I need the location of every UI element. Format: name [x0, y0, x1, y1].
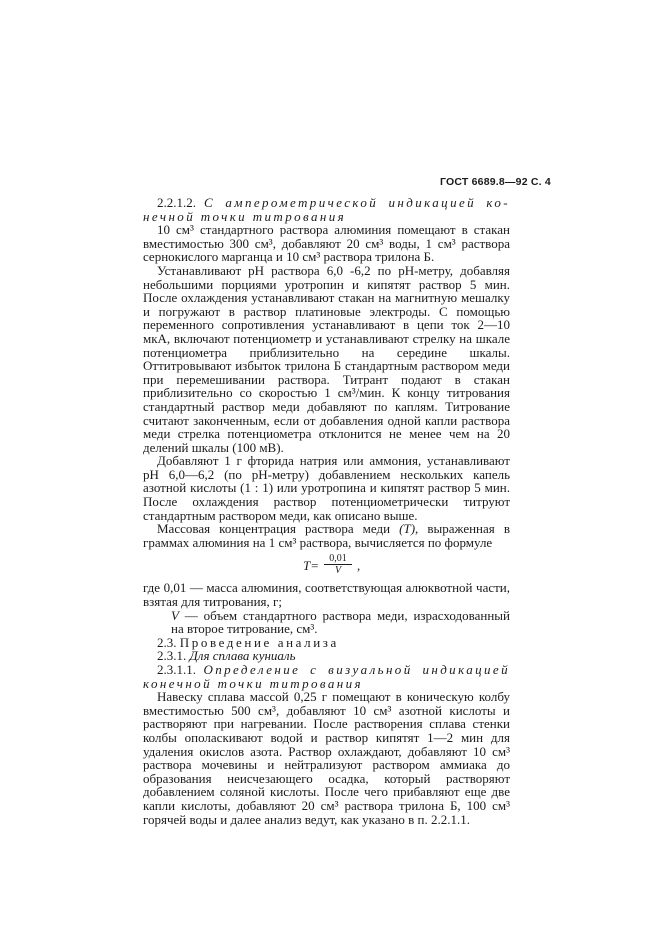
- section-title: Проведение анализа: [179, 634, 339, 650]
- section-heading-2311: [143, 663, 510, 677]
- formula-denominator: V: [334, 565, 342, 577]
- section-title: Определение с визуальной индикацией: [203, 662, 510, 677]
- section-title: Для сплава куниаль: [189, 648, 296, 664]
- formula-lhs: T=: [303, 558, 320, 574]
- formula: [143, 555, 510, 577]
- paragraph-4: [143, 522, 510, 549]
- paragraph-2: Устанавливают pH раствора 6,0 -6,2 по pH-метру, добавляя небольшими порциями уротропин и кипятят раствор 5 мин. После охлаждения устанавливают стакан на магнитную мешалку и погружают в раствор платиновые электроды. С помощью переменного сопротивления устанавливают в цепи ток 2—10 мкА, включают потенциометр и устанавливают стрелку на шкале потенциометра приблизительно на середине шкалы. Оттитровывают избыток трилона Б стандартным раствором меди при перемешивании раствора. Титрант подают в стакан приблизительно со скоростью 1 см³/мин. К концу титрования стандартный раствор меди добавляют по каплям. Титрование считают законченным, если от добавления одной капли раствора меди стрелка потенциометра отклонится не менее чем на 20 делений шкалы (100 мВ).: [143, 262, 510, 455]
- paragraph-4-end: , выраженная в граммах алюминия на 1 см³ раствора, вычисляется по формуле: [143, 521, 510, 550]
- section-heading-2311-cont: [143, 677, 510, 691]
- where-clause-2: [143, 609, 510, 636]
- formula-fraction: [324, 553, 352, 576]
- where-clause-1: где 0,01 — масса алюминия, соответствующая алюквотной части, взятая для титрования, г;: [143, 580, 510, 610]
- paragraph-4-start: Массовая концентрация раствора меди: [157, 521, 400, 537]
- section-number: 2.3.1.: [157, 648, 187, 664]
- section-number: 2.2.1.2.: [157, 195, 196, 210]
- section-number: 2.3.: [157, 634, 177, 650]
- paragraph-3: Добавляют 1 г фторида натрия или аммония, устанавливают pH 6,0—6,2 (по pH-метру) добавлением нескольких капель азотной кислоты (1 : 1) или уротропина и кипятят раствор 5 мин. После охлаждения раствор потенциометрически титруют стандартным раствором меди, как описано выше.: [143, 453, 510, 523]
- section-title: С амперометрической индикацией ко-: [203, 195, 510, 210]
- where-clause-2-text: — объем стандартного раствора меди, израсходованный на второе титрование, см³.: [171, 607, 510, 637]
- section-heading-2212-cont: [143, 210, 510, 224]
- document-body: [143, 196, 510, 826]
- symbol-V: V: [171, 607, 179, 623]
- formula-numerator: 0,01: [324, 553, 352, 565]
- paragraph-5: Навеску сплава массой 0,25 г помещают в коническую колбу вместимостью 500 см³, добавляют 10 см³ азотной кислоты и растворяют при нагревании. После растворения сплава стенки колбы ополаскивают водой и раствор кипятят 1—2 мин для удаления окислов азота. Раствор охлаждают, добавляют 10 см³ раствора мочевины и нейтрализуют раствором аммиака до образования неисчезающего осадка, который растворяют добавлением соляной кислоты. После чего прибавляют еще две капли кислоты, добавляют 20 см³ раствора трилона Б, 100 см³ горячей воды и далее анализ ведут, как указано в п. 2.2.1.1.: [143, 689, 510, 827]
- formula-comma: ,: [357, 558, 361, 574]
- section-title-cont: конечной точки титрования: [143, 675, 363, 691]
- section-title-cont: нечной точки титрования: [143, 208, 347, 224]
- section-heading-2212: [143, 196, 510, 210]
- paragraph-1: 10 см³ стандартного раствора алюминия помещают в стакан вместимостью 300 см³, добавляют 20 см³ воды, 1 см³ раствора сернокислого марганца и 10 см³ раствора трилона Б.: [143, 222, 510, 265]
- page-header: ГОСТ 6689.8—92 С. 4: [440, 176, 551, 188]
- symbol-T: (T): [399, 521, 416, 537]
- section-heading-23: [143, 636, 510, 650]
- section-number: 2.3.1.1.: [157, 662, 196, 677]
- section-heading-231: [143, 649, 510, 663]
